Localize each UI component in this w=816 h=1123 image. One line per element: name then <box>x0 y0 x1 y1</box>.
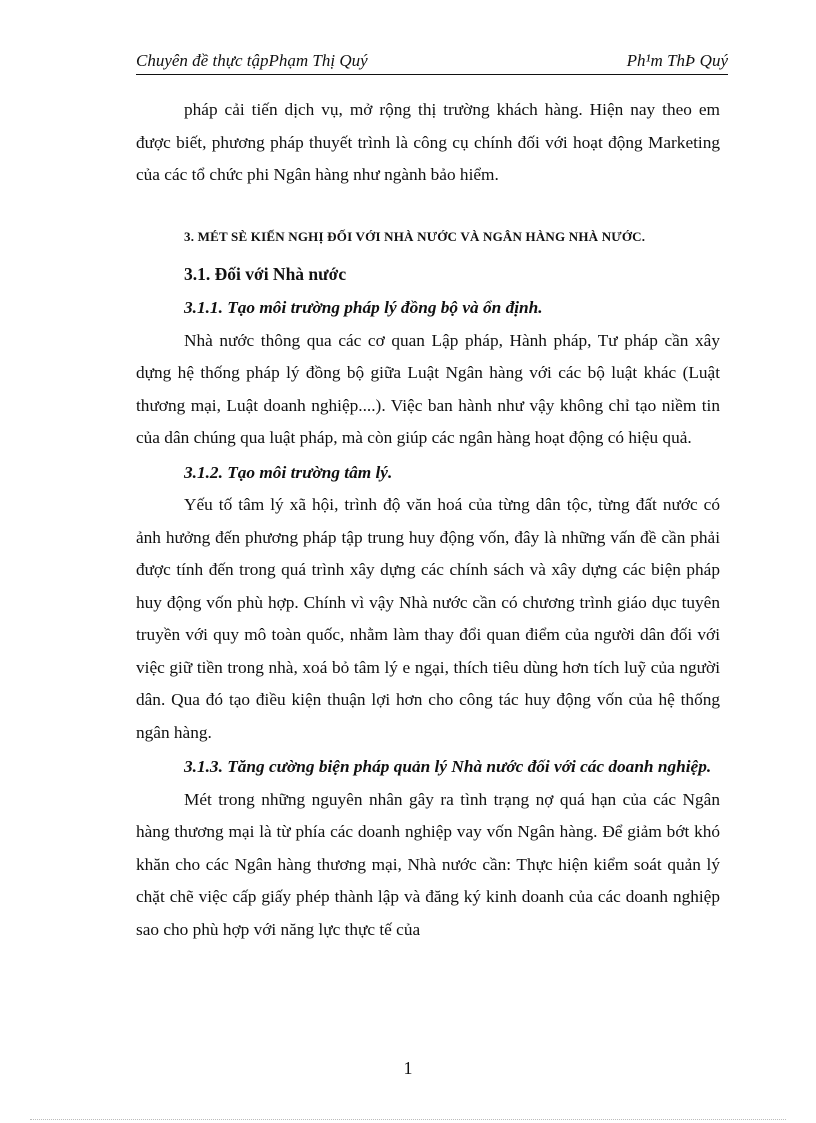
paragraph-psychology: Yếu tố tâm lý xã hội, trình độ văn hoá của từng dân tộc, từng đất nước có ảnh hưởng đến phương pháp tập trung huy động vốn, đây là những vấn đề cần phải được tính đến trong quá trình xây dựng các chính sách và xây dựng các biện pháp huy động vốn phù hợp. Chính vì vậy Nhà nước cần có chương trình giáo dục tuyên truyền với quy mô toàn quốc, nhằm làm thay đổi quan điểm của người dân đối với việc giữ tiền trong nhà, xoá bỏ tâm lý e ngại, thích tiêu dùng hơn tích luỹ của người dân. Qua đó tạo điều kiện thuận lợi hơn cho công tác huy động vốn của hệ thống ngân hàng. <box>136 495 720 742</box>
heading-3-1-2: 3.1.2. Tạo môi trường tâm lý. <box>184 462 393 482</box>
heading-3-1: 3.1. Đối với Nhà nước <box>184 263 347 284</box>
heading-3-1-3: 3.1.3. Tăng cường biện pháp quản lý Nhà nước đối với các doanh nghiệp. <box>184 757 712 776</box>
section-heading-3: 3. MÉT SÈ KIẾN NGHỊ ĐỐI VỚI NHÀ NƯỚC VÀ NGÂN HÀNG NHÀ NƯỚC. <box>184 228 646 244</box>
page-number: 1 <box>403 1058 413 1078</box>
heading-3-1-1: 3.1.1. Tạo môi trường pháp lý đồng bộ và ổn định. <box>184 298 543 317</box>
header-title: Chuyên đề thực tậpPhạm Thị Quý <box>136 51 368 70</box>
paragraph-intro: pháp cải tiến dịch vụ, mở rộng thị trường khách hàng. Hiện nay theo em được biết, phương pháp thuyết trình là công cụ chính đối với hoạt động Marketing của các tổ chức phi Ngân hàng như ngành bảo hiểm. <box>136 100 720 184</box>
header-author: Ph¹m ThÞ Quý <box>626 51 728 70</box>
paragraph-legal-environment: Nhà nước thông qua các cơ quan Lập pháp, Hành pháp, Tư pháp cần xây dựng hệ thống pháp lý đồng bộ giữa Luật Ngân hàng với các bộ luật khác (Luật thương mại, Luật doanh nghiệp....). Việc ban hành như vậy không chỉ tạo niềm tin của dân chúng qua luật pháp, mà còn giúp các ngân hàng hoạt động có hiệu quả. <box>136 330 720 447</box>
paragraph-enterprise-management: Mét trong những nguyên nhân gây ra tình trạng nợ quá hạn của các Ngân hàng thương mại là từ phía các doanh nghiệp vay vốn Ngân hàng. Để giảm bớt khó khăn cho các Ngân hàng thương mại, Nhà nước cần: Thực hiện kiểm soát quản lý chặt chẽ việc cấp giấy phép thành lập và đăng ký kinh doanh của các doanh nghiệp sao cho phù hợp với năng lực thực tế của <box>136 789 720 939</box>
document-body <box>136 94 720 946</box>
page-header <box>136 50 728 75</box>
page-bottom-border <box>30 1119 786 1120</box>
